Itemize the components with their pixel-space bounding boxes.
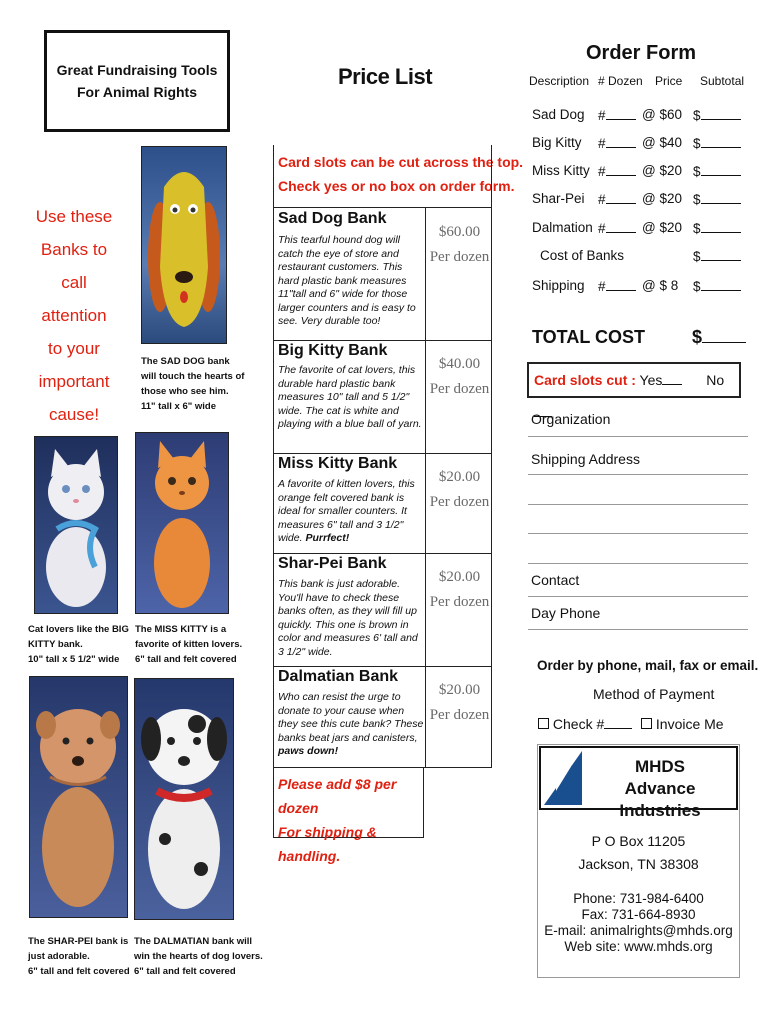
order-dozen-field[interactable]: # bbox=[598, 107, 636, 123]
order-subtotal-field[interactable]: $ bbox=[693, 135, 741, 151]
check-checkbox-icon[interactable] bbox=[538, 718, 549, 729]
product-price: $20.00 Per dozen bbox=[429, 569, 490, 610]
shar-pei-caption: The SHAR-PEI bank is just adorable. 6" tall and felt covered bbox=[28, 936, 130, 977]
order-item-name: Big Kitty bbox=[532, 135, 582, 150]
order-item-price: @ $20 bbox=[642, 163, 683, 178]
big-kitty-photo bbox=[34, 436, 118, 614]
price-table bbox=[273, 145, 492, 768]
company-contacts bbox=[537, 891, 740, 955]
big-kitty-caption: Cat lovers like the BIG KITTY bank. 10" tall x 5 1/2" wide bbox=[28, 624, 129, 665]
dalmatian-photo bbox=[134, 678, 234, 920]
product-description: The favorite of cat lovers, this durable hard plastic bank measures 10" tall and 5 1/2" wide. The cat is white and playing with a blue ball of yarn. bbox=[278, 364, 422, 430]
card-slots-no[interactable]: No bbox=[534, 372, 724, 420]
product-row bbox=[274, 666, 491, 768]
promo-line: call attention bbox=[41, 273, 107, 325]
address-line[interactable] bbox=[528, 474, 748, 475]
company-website: Web site: www.mhds.org bbox=[564, 939, 713, 954]
invoice-option[interactable]: Invoice Me bbox=[641, 716, 724, 732]
payment-method-label: Method of Payment bbox=[593, 686, 715, 702]
product-price: $40.00 Per dozen bbox=[429, 356, 490, 397]
title-line-2: For Animal Rights bbox=[76, 84, 198, 100]
product-price: $60.00 Per dozen bbox=[429, 224, 490, 265]
address-line[interactable] bbox=[528, 563, 748, 564]
title-line-1: Great Fundraising Tools bbox=[56, 62, 218, 78]
sad-dog-caption: The SAD DOG bank will touch the hearts of those who see him. 11" tall x 6" wide bbox=[141, 356, 245, 412]
check-option[interactable]: Check # bbox=[538, 716, 632, 732]
card-slots-note: Card slots can be cut across the top. Check yes or no box on order form. bbox=[278, 154, 524, 194]
promo-text bbox=[28, 200, 120, 431]
product-description: A favorite of kitten lovers, this orange felt covered bank is ideal for smaller counters. It measures 6" tall and 3 1/2" wide. Purrfect! bbox=[278, 478, 415, 544]
company-header bbox=[539, 746, 738, 820]
shipping-price: @ $ 8 bbox=[642, 278, 679, 293]
order-item-price: @ $20 bbox=[642, 191, 683, 206]
product-name: Sad Dog Bank bbox=[278, 210, 387, 227]
promo-line: to your bbox=[48, 339, 100, 358]
product-description: Who can resist the urge to donate to your cause when they see this cute bank? These banks beat jars and canisters, paws down! bbox=[278, 691, 424, 757]
total-cost-label: TOTAL COST bbox=[532, 327, 646, 347]
order-subtotal-field[interactable]: $ bbox=[693, 191, 741, 207]
product-row bbox=[274, 553, 491, 667]
order-form-title: Order Form bbox=[586, 42, 697, 64]
contact-label: Contact bbox=[531, 572, 580, 588]
product-name: Dalmatian Bank bbox=[278, 668, 399, 685]
company-email: E-mail: animalrights@mhds.org bbox=[544, 923, 733, 938]
order-item-name: Sad Dog bbox=[532, 107, 585, 122]
order-item-price: @ $20 bbox=[642, 220, 683, 235]
header-dozen: # Dozen bbox=[598, 74, 643, 88]
organization-line[interactable] bbox=[528, 436, 748, 437]
product-row bbox=[274, 208, 491, 341]
company-address: P O Box 11205 Jackson, TN 38308 bbox=[578, 833, 699, 872]
product-name: Miss Kitty Bank bbox=[278, 455, 398, 472]
contact-line[interactable] bbox=[528, 596, 748, 597]
address-line[interactable] bbox=[528, 504, 748, 505]
order-item-price: @ $60 bbox=[642, 107, 683, 122]
product-description: This bank is just adorable. You'll have to check these banks often, as they will fill up quickly. This one is brown in color and measures 6' tall and 3 1/2" wide. bbox=[278, 578, 418, 658]
card-slots-label: Card slots cut : bbox=[534, 372, 636, 388]
order-dozen-field[interactable]: # bbox=[598, 220, 636, 236]
address-line[interactable] bbox=[528, 533, 748, 534]
shipping-address-label: Shipping Address bbox=[531, 451, 640, 467]
order-subtotal-field[interactable]: $ bbox=[693, 220, 741, 236]
company-phone: Phone: 731-984-6400 bbox=[573, 891, 704, 906]
price-list-title: Price List bbox=[338, 64, 433, 89]
order-item-price: @ $40 bbox=[642, 135, 683, 150]
product-name: Shar-Pei Bank bbox=[278, 555, 387, 572]
order-dozen-field[interactable]: # bbox=[598, 135, 636, 151]
company-name: MHDS bbox=[634, 757, 686, 776]
header-price: Price bbox=[655, 74, 683, 88]
miss-kitty-caption: The MISS KITTY is a favorite of kitten lovers. 6" tall and felt covered bbox=[135, 624, 243, 665]
order-subtotal-field[interactable]: $ bbox=[693, 107, 741, 123]
order-subtotal-field[interactable]: $ bbox=[693, 163, 741, 179]
product-description: This tearful hound dog will catch the eye of store and restaurant customers. This hard plastic bank measures 11"tall and 6" wide for those larger counters and is easy to see. Very durable too! bbox=[278, 234, 416, 327]
miss-kitty-photo bbox=[135, 432, 229, 614]
cost-of-banks-label: Cost of Banks bbox=[540, 248, 625, 263]
order-dozen-field[interactable]: # bbox=[598, 191, 636, 207]
product-price: $20.00 Per dozen bbox=[429, 469, 490, 510]
total-cost-field[interactable]: $ bbox=[692, 327, 746, 348]
product-price: $20.00 Per dozen bbox=[429, 682, 490, 723]
shipping-note: Please add $8 per dozen For shipping & handling. bbox=[273, 768, 424, 838]
product-row bbox=[274, 340, 491, 454]
cost-of-banks-field[interactable]: $ bbox=[693, 248, 741, 264]
promo-line: cause! bbox=[48, 405, 100, 424]
day-phone-line[interactable] bbox=[528, 629, 748, 630]
company-subname: Advance Industries bbox=[619, 779, 701, 820]
dalmatian-caption: The DALMATIAN bank will win the hearts of dog lovers. 6" tall and felt covered bbox=[134, 936, 263, 977]
promo-line: Use these bbox=[35, 207, 113, 226]
shipping-row: Shipping bbox=[532, 278, 585, 293]
sad-dog-photo bbox=[141, 146, 227, 344]
order-item-name: Shar-Pei bbox=[532, 191, 585, 206]
header-description: Description bbox=[529, 74, 590, 88]
card-slots-box bbox=[527, 362, 741, 398]
shipping-subtotal-field[interactable]: $ bbox=[693, 278, 741, 294]
product-row bbox=[274, 453, 491, 554]
order-by-text: Order by phone, mail, fax or email. bbox=[537, 658, 759, 673]
shar-pei-photo bbox=[29, 676, 128, 918]
organization-label: Organization bbox=[531, 411, 611, 427]
header-subtotal: Subtotal bbox=[700, 74, 745, 88]
brochure-title-box bbox=[44, 30, 230, 132]
mhds-logo-icon bbox=[544, 751, 582, 805]
card-slots-yes[interactable]: Yes bbox=[640, 372, 683, 388]
invoice-checkbox-icon[interactable] bbox=[641, 718, 652, 729]
product-name: Big Kitty Bank bbox=[278, 342, 388, 359]
day-phone-label: Day Phone bbox=[531, 605, 601, 621]
company-fax: Fax: 731-664-8930 bbox=[581, 907, 696, 922]
promo-line: Banks to bbox=[40, 240, 108, 259]
shipping-dozen-field[interactable]: # bbox=[598, 278, 636, 294]
order-dozen-field[interactable]: # bbox=[598, 163, 636, 179]
order-item-name: Dalmation bbox=[532, 220, 593, 235]
promo-line: important bbox=[38, 372, 110, 391]
order-item-name: Miss Kitty bbox=[532, 163, 590, 178]
